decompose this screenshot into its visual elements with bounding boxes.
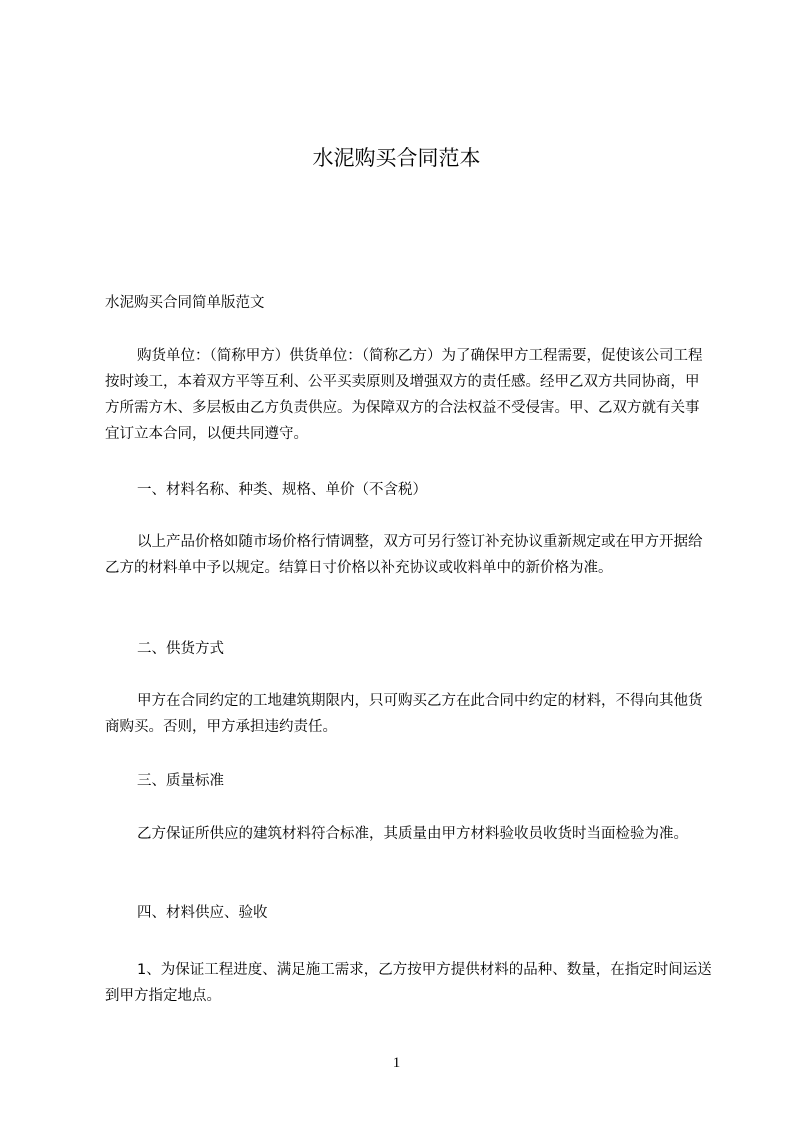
section-1-body: 以上产品价格如随市场价格行情调整，双方可另行签订补充协议重新规定或在甲方开据给乙方的材料单中予以规定。结算日寸价格以补充协议或收料单中的新价格为准。 bbox=[105, 534, 703, 576]
page-number: 1 bbox=[392, 1055, 401, 1071]
section-2-body: 甲方在合同约定的工地建筑期限内，只可购买乙方在此合同中约定的材料，不得向其他货商购买。否则，甲方承担违约责任。 bbox=[105, 693, 703, 735]
document-title: 水泥购买合同范本 bbox=[312, 146, 481, 170]
section-2-heading: 二、供货方式 bbox=[137, 641, 224, 657]
section-4-body: 1、为保证工程进度、满足施工需求，乙方按甲方提供材料的品种、数量，在指定时间运送到甲方指定地点。 bbox=[105, 962, 712, 1004]
document-subtitle: 水泥购买合同简单版范文 bbox=[105, 295, 265, 311]
section-4-heading: 四、材料供应、验收 bbox=[137, 905, 268, 921]
section-3-heading: 三、质量标准 bbox=[137, 773, 224, 789]
section-1-heading: 一、材料名称、种类、规格、单价（不含税） bbox=[137, 482, 427, 498]
section-3-body: 乙方保证所供应的建筑材料符合标准，其质量由甲方材料验收员收货时当面检验为准。 bbox=[137, 826, 688, 842]
intro-paragraph: 购货单位：（简称甲方）供货单位：（简称乙方）为了确保甲方工程需要，促使该公司工程按时竣工，本着双方平等互利、公平买卖原则及增强双方的责任感。经甲乙双方共同协商，甲方所需方木、多层板由乙方负责供应。为保障双方的合法权益不受侵害。甲、乙双方就有关事宜订立本合同，以便共同遵守。 bbox=[105, 348, 703, 442]
